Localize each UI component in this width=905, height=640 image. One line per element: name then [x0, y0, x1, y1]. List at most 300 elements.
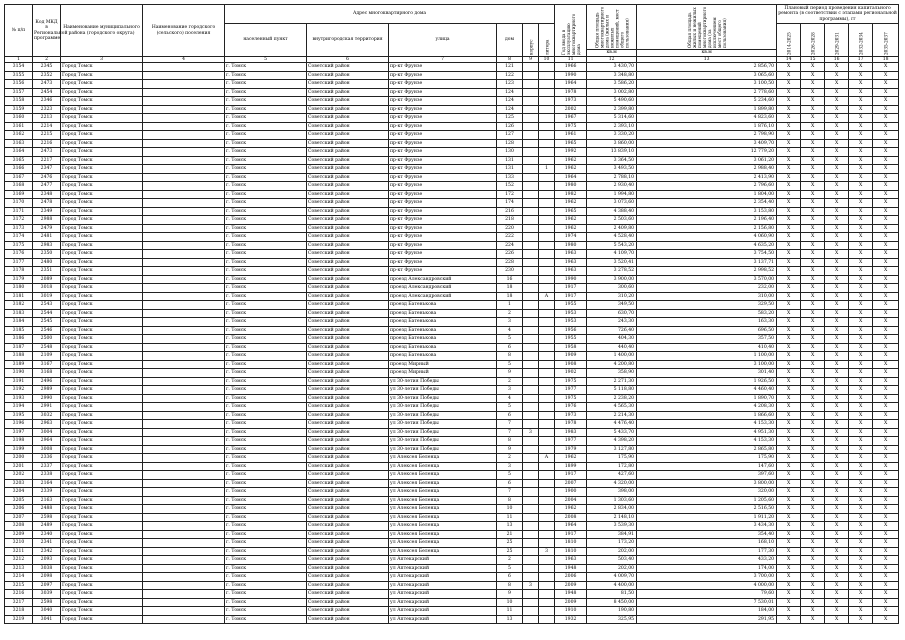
period-cell: X — [849, 105, 873, 114]
period-cell: X — [873, 139, 899, 148]
liter-cell — [539, 335, 555, 344]
period-cell: X — [777, 258, 801, 267]
total-area-cell: 5 314,60 — [587, 114, 637, 123]
period-cell: X — [849, 97, 873, 106]
settlement-cell — [143, 335, 225, 344]
mkd-code-cell: 2543 — [33, 301, 61, 310]
municipality-cell: Город Томск — [61, 394, 143, 403]
period-cell: X — [825, 250, 849, 259]
period-cell: X — [873, 573, 899, 582]
row-number-cell: 3189 — [5, 360, 33, 369]
residential-area-cell: 301,40 — [637, 369, 777, 378]
mkd-code-cell: 2989 — [33, 386, 61, 395]
building-cell — [523, 292, 539, 301]
territory-cell: Советский район — [307, 573, 389, 582]
building-cell — [523, 88, 539, 97]
house-cell: 11 — [497, 607, 523, 616]
period-cell: X — [849, 250, 873, 259]
settlement-cell — [143, 530, 225, 539]
period-cell: X — [801, 505, 825, 514]
house-cell: 9 — [497, 590, 523, 599]
table-row — [5, 343, 899, 352]
mkd-code-cell: 2323 — [33, 105, 61, 114]
settlement-cell — [143, 615, 225, 624]
period-cell: X — [777, 479, 801, 488]
territory-cell: Советский район — [307, 275, 389, 284]
house-cell: 125 — [497, 114, 523, 123]
table-row — [5, 369, 899, 378]
house-cell: 131 — [497, 156, 523, 165]
column-index-cell: 13 — [637, 57, 777, 63]
mkd-code-cell: 2350 — [33, 250, 61, 259]
table-row — [5, 139, 899, 148]
locality-cell: г. Томск — [225, 318, 307, 327]
period-cell: X — [825, 335, 849, 344]
year-cell: 1810 — [555, 547, 587, 556]
period-cell: X — [849, 318, 873, 327]
table-row — [5, 581, 899, 590]
residential-area-cell: 4 208,30 — [637, 403, 777, 412]
territory-cell: Советский район — [307, 233, 389, 242]
row-number-cell: 3166 — [5, 165, 33, 174]
year-cell: 1963 — [555, 258, 587, 267]
mkd-code-cell: 3038 — [33, 564, 61, 573]
period-cell: X — [873, 505, 899, 514]
locality-cell: г. Томск — [225, 343, 307, 352]
building-cell — [523, 148, 539, 157]
street-cell: ул 30-летия Победы — [389, 377, 497, 386]
total-area-cell: 243,30 — [587, 318, 637, 327]
territory-cell: Советский район — [307, 343, 389, 352]
period-cell: X — [777, 403, 801, 412]
column-index-cell: 7 — [389, 57, 497, 63]
locality-cell: г. Томск — [225, 420, 307, 429]
residential-area-cell: 184,00 — [637, 607, 777, 616]
year-cell: 1956 — [555, 326, 587, 335]
residential-area-cell: 3 065,60 — [637, 71, 777, 80]
residential-area-cell: 696,50 — [637, 326, 777, 335]
residential-area-cell: 3 100,00 — [637, 360, 777, 369]
period-cell: X — [873, 598, 899, 607]
house-cell: 13 — [497, 615, 523, 624]
building-cell — [523, 156, 539, 165]
period-cell: X — [849, 454, 873, 463]
street-cell: пр-кт Фрунзе — [389, 80, 497, 89]
locality-cell: г. Томск — [225, 199, 307, 208]
mkd-code-cell: 2215 — [33, 131, 61, 140]
year-cell: 1900 — [555, 488, 587, 497]
period-cell: X — [801, 454, 825, 463]
municipality-cell: Город Томск — [61, 207, 143, 216]
total-area-cell: 3 539,30 — [587, 522, 637, 531]
total-area-cell: 3 520,41 — [587, 258, 637, 267]
period-cell: X — [849, 479, 873, 488]
period-cell: X — [801, 207, 825, 216]
table-row — [5, 615, 899, 624]
house-cell: 16 — [497, 275, 523, 284]
residential-area-cell: 177,30 — [637, 547, 777, 556]
period-cell: X — [873, 522, 899, 531]
settlement-cell — [143, 488, 225, 497]
row-number-cell: 3175 — [5, 241, 33, 250]
period-cell: X — [777, 233, 801, 242]
period-cell: X — [777, 428, 801, 437]
territory-cell: Советский район — [307, 505, 389, 514]
period-cell: X — [777, 556, 801, 565]
period-cell: X — [801, 114, 825, 123]
year-cell: 1965 — [555, 139, 587, 148]
settlement-cell — [143, 394, 225, 403]
mkd-code-cell: 2546 — [33, 326, 61, 335]
residential-area-cell: 2 516,50 — [637, 505, 777, 514]
liter-cell — [539, 114, 555, 123]
territory-cell: Советский район — [307, 479, 389, 488]
column-index-cell: 6 — [307, 57, 389, 63]
municipality-cell: Город Томск — [61, 445, 143, 454]
municipality-cell: Город Томск — [61, 488, 143, 497]
liter-cell — [539, 445, 555, 454]
year-cell: 1961 — [555, 131, 587, 140]
building-cell — [523, 471, 539, 480]
mkd-code-cell: 2341 — [33, 539, 61, 548]
territory-cell: Советский район — [307, 522, 389, 531]
street-cell: ул 30-летия Победы — [389, 437, 497, 446]
liter-cell — [539, 607, 555, 616]
table-row — [5, 556, 899, 565]
mkd-code-cell: 3008 — [33, 445, 61, 454]
locality-cell: г. Томск — [225, 615, 307, 624]
period-cell: X — [849, 462, 873, 471]
house-cell: 6 — [497, 411, 523, 420]
residential-area-cell: 4 823,60 — [637, 114, 777, 123]
period-cell: X — [873, 352, 899, 361]
year-cell: 2008 — [555, 513, 587, 522]
total-area-cell: 2 393,10 — [587, 122, 637, 131]
liter-cell — [539, 420, 555, 429]
period-cell: X — [777, 615, 801, 624]
period-cell: X — [873, 182, 899, 191]
total-area-cell: 3 348,80 — [587, 71, 637, 80]
house-cell: 21 — [497, 530, 523, 539]
building-cell — [523, 250, 539, 259]
locality-cell: г. Томск — [225, 156, 307, 165]
period-cell: X — [873, 207, 899, 216]
house-cell: 122 — [497, 71, 523, 80]
period-cell: X — [777, 394, 801, 403]
locality-cell: г. Томск — [225, 547, 307, 556]
total-area-cell: 2 834,00 — [587, 505, 637, 514]
locality-cell: г. Томск — [225, 352, 307, 361]
residential-area-cell: 175,90 — [637, 454, 777, 463]
settlement-cell — [143, 420, 225, 429]
liter-cell — [539, 462, 555, 471]
period-cell: X — [777, 88, 801, 97]
territory-cell: Советский район — [307, 122, 389, 131]
street-cell: ул Алексея Беленца — [389, 522, 497, 531]
total-area-cell: 172,80 — [587, 462, 637, 471]
territory-cell: Советский район — [307, 182, 389, 191]
period-cell: X — [777, 71, 801, 80]
municipality-cell: Город Томск — [61, 335, 143, 344]
period-cell: X — [801, 564, 825, 573]
year-cell: 1973 — [555, 97, 587, 106]
settlement-cell — [143, 301, 225, 310]
period-cell: X — [777, 564, 801, 573]
period-cell: X — [873, 462, 899, 471]
territory-cell: Советский район — [307, 513, 389, 522]
period-cell: X — [777, 462, 801, 471]
building-cell — [523, 369, 539, 378]
settlement-cell — [143, 539, 225, 548]
locality-cell: г. Томск — [225, 250, 307, 259]
row-number-cell: 3165 — [5, 156, 33, 165]
period-cell: X — [777, 505, 801, 514]
row-number-cell: 3157 — [5, 88, 33, 97]
street-cell: пр-кт Фрунзе — [389, 216, 497, 225]
period-cell: X — [873, 258, 899, 267]
period-cell: X — [873, 250, 899, 259]
municipality-cell: Город Томск — [61, 386, 143, 395]
locality-cell: г. Томск — [225, 428, 307, 437]
total-area-cell: 3 586,20 — [587, 80, 637, 89]
period-cell: X — [777, 360, 801, 369]
settlement-cell — [143, 156, 225, 165]
territory-cell: Советский район — [307, 411, 389, 420]
total-area-cell: 3 900,00 — [587, 275, 637, 284]
territory-cell: Советский район — [307, 454, 389, 463]
year-cell: 1978 — [555, 420, 587, 429]
year-cell: 1978 — [555, 88, 587, 97]
period-cell: X — [825, 598, 849, 607]
house-cell: 25 — [497, 539, 523, 548]
period-cell: X — [873, 607, 899, 616]
residential-area-cell: 3 570,00 — [637, 275, 777, 284]
period-cell: X — [873, 437, 899, 446]
settlement-cell — [143, 454, 225, 463]
liter-cell — [539, 479, 555, 488]
liter-cell — [539, 105, 555, 114]
street-cell: пр-кт Фрунзе — [389, 250, 497, 259]
house-cell: 128 — [497, 139, 523, 148]
liter-cell — [539, 530, 555, 539]
period-cell: X — [777, 97, 801, 106]
period-cell: X — [873, 615, 899, 624]
residential-area-cell: 79,60 — [637, 590, 777, 599]
period-cell: X — [801, 488, 825, 497]
locality-cell: г. Томск — [225, 114, 307, 123]
row-number-cell: 3188 — [5, 352, 33, 361]
period-cell: X — [801, 173, 825, 182]
total-area-cell: 404,30 — [587, 335, 637, 344]
residential-area-cell: 3 700,00 — [637, 573, 777, 582]
year-cell: 1917 — [555, 530, 587, 539]
locality-cell: г. Томск — [225, 437, 307, 446]
residential-area-cell: 3 137,71 — [637, 258, 777, 267]
street-cell: ул Алексея Беленца — [389, 496, 497, 505]
residential-area-cell: 3 061,20 — [637, 156, 777, 165]
mkd-code-cell: 2598 — [33, 513, 61, 522]
house-cell: 7 — [497, 420, 523, 429]
liter-cell: 1 — [539, 165, 555, 174]
mkd-code-cell: 2217 — [33, 156, 61, 165]
period-cell: X — [801, 496, 825, 505]
period-cell: X — [825, 420, 849, 429]
street-cell: ул Аптекарский — [389, 556, 497, 565]
mkd-code-cell: 2109 — [33, 352, 61, 361]
row-number-cell: 3212 — [5, 556, 33, 565]
col-num: № п/п — [5, 5, 33, 57]
period-cell: X — [801, 148, 825, 157]
municipality-cell: Город Томск — [61, 352, 143, 361]
municipality-cell: Город Томск — [61, 513, 143, 522]
period-cell: X — [801, 199, 825, 208]
territory-cell: Советский район — [307, 190, 389, 199]
period-cell: X — [825, 275, 849, 284]
row-number-cell: 3213 — [5, 564, 33, 573]
period-cell: X — [777, 471, 801, 480]
house-cell: 228 — [497, 258, 523, 267]
building-cell — [523, 590, 539, 599]
mkd-code-cell: 2098 — [33, 573, 61, 582]
period-cell: X — [801, 556, 825, 565]
territory-cell: Советский район — [307, 309, 389, 318]
residential-area-cell: 2 354,40 — [637, 199, 777, 208]
street-cell: ул Алексея Беленца — [389, 505, 497, 514]
period-cell: X — [825, 233, 849, 242]
period-cell: X — [801, 131, 825, 140]
table-row — [5, 80, 899, 89]
year-cell: 1990 — [555, 275, 587, 284]
locality-cell: г. Томск — [225, 335, 307, 344]
street-cell: проезд Александровский — [389, 292, 497, 301]
municipality-cell: Город Томск — [61, 479, 143, 488]
residential-area-cell: 5 234,60 — [637, 97, 777, 106]
territory-cell: Советский район — [307, 326, 389, 335]
locality-cell: г. Томск — [225, 403, 307, 412]
period-cell: X — [777, 165, 801, 174]
year-cell: 1955 — [555, 335, 587, 344]
year-cell: 1975 — [555, 377, 587, 386]
locality-cell: г. Томск — [225, 581, 307, 590]
total-area-cell: 3 430,70 — [587, 63, 637, 72]
period-cell: X — [849, 258, 873, 267]
period-cell: X — [825, 190, 849, 199]
street-cell: пр-кт Фрунзе — [389, 114, 497, 123]
municipality-cell: Город Томск — [61, 318, 143, 327]
period-cell: X — [849, 165, 873, 174]
settlement-cell — [143, 114, 225, 123]
row-number-cell: 3205 — [5, 496, 33, 505]
period-cell: X — [777, 377, 801, 386]
mkd-code-cell: 2337 — [33, 462, 61, 471]
house-cell: 9 — [497, 369, 523, 378]
table-row — [5, 318, 899, 327]
mkd-code-cell: 2479 — [33, 224, 61, 233]
row-number-cell: 3178 — [5, 267, 33, 276]
locality-cell: г. Томск — [225, 369, 307, 378]
house-cell: 130 — [497, 148, 523, 157]
period-cell: X — [849, 199, 873, 208]
settlement-cell — [143, 479, 225, 488]
street-cell: пр-кт Фрунзе — [389, 122, 497, 131]
street-cell: пр-кт Фрунзе — [389, 182, 497, 191]
row-number-cell: 3172 — [5, 216, 33, 225]
period-cell: X — [777, 513, 801, 522]
locality-cell: г. Томск — [225, 173, 307, 182]
period-cell: X — [849, 530, 873, 539]
period-cell: X — [873, 284, 899, 293]
period-cell: X — [825, 445, 849, 454]
period-cell: X — [873, 199, 899, 208]
table-row — [5, 292, 899, 301]
municipality-cell: Город Томск — [61, 267, 143, 276]
territory-cell: Советский район — [307, 607, 389, 616]
year-cell: 1953 — [555, 318, 587, 327]
year-cell: 1973 — [555, 411, 587, 420]
period-cell: X — [825, 258, 849, 267]
mkd-code-cell: 2163 — [33, 496, 61, 505]
year-cell: 1910 — [555, 607, 587, 616]
row-number-cell: 3196 — [5, 420, 33, 429]
period-cell: X — [849, 369, 873, 378]
period-cell: X — [801, 156, 825, 165]
period-cell: X — [777, 454, 801, 463]
row-number-cell: 3160 — [5, 114, 33, 123]
period-cell: X — [825, 199, 849, 208]
residential-area-cell: 4 000,00 — [637, 581, 777, 590]
year-cell: 1948 — [555, 590, 587, 599]
street-cell: проезд Батенькова — [389, 352, 497, 361]
period-cell: X — [801, 607, 825, 616]
house-cell: 131 — [497, 165, 523, 174]
house-cell: 5 — [497, 360, 523, 369]
table-row — [5, 224, 899, 233]
territory-cell: Советский район — [307, 615, 389, 624]
municipality-cell: Город Томск — [61, 454, 143, 463]
house-cell: 25 — [497, 547, 523, 556]
period-cell: X — [873, 165, 899, 174]
year-cell: 1962 — [555, 224, 587, 233]
period-cell: X — [777, 114, 801, 123]
period-cell: X — [801, 590, 825, 599]
period-cell: X — [825, 352, 849, 361]
period-cell: X — [849, 233, 873, 242]
total-area-cell: 427,60 — [587, 471, 637, 480]
period-cell: X — [777, 318, 801, 327]
period-cell: X — [801, 250, 825, 259]
territory-cell: Советский район — [307, 386, 389, 395]
period-cell: X — [801, 394, 825, 403]
period-cell: X — [873, 496, 899, 505]
liter-cell — [539, 275, 555, 284]
municipality-cell: Город Томск — [61, 573, 143, 582]
total-area-cell: 2 148,10 — [587, 513, 637, 522]
period-cell: X — [873, 148, 899, 157]
period-cell: X — [777, 335, 801, 344]
residential-area-cell: 2 998,52 — [637, 267, 777, 276]
year-cell: 1962 — [555, 454, 587, 463]
territory-cell: Советский район — [307, 556, 389, 565]
settlement-cell — [143, 63, 225, 72]
row-number-cell: 3199 — [5, 445, 33, 454]
year-cell: 1965 — [555, 207, 587, 216]
year-cell: 1964 — [555, 173, 587, 182]
liter-cell — [539, 437, 555, 446]
row-number-cell: 3217 — [5, 598, 33, 607]
period-cell: X — [825, 216, 849, 225]
street-cell: пр-кт Фрунзе — [389, 156, 497, 165]
residential-area-cell: 2 856,70 — [637, 63, 777, 72]
